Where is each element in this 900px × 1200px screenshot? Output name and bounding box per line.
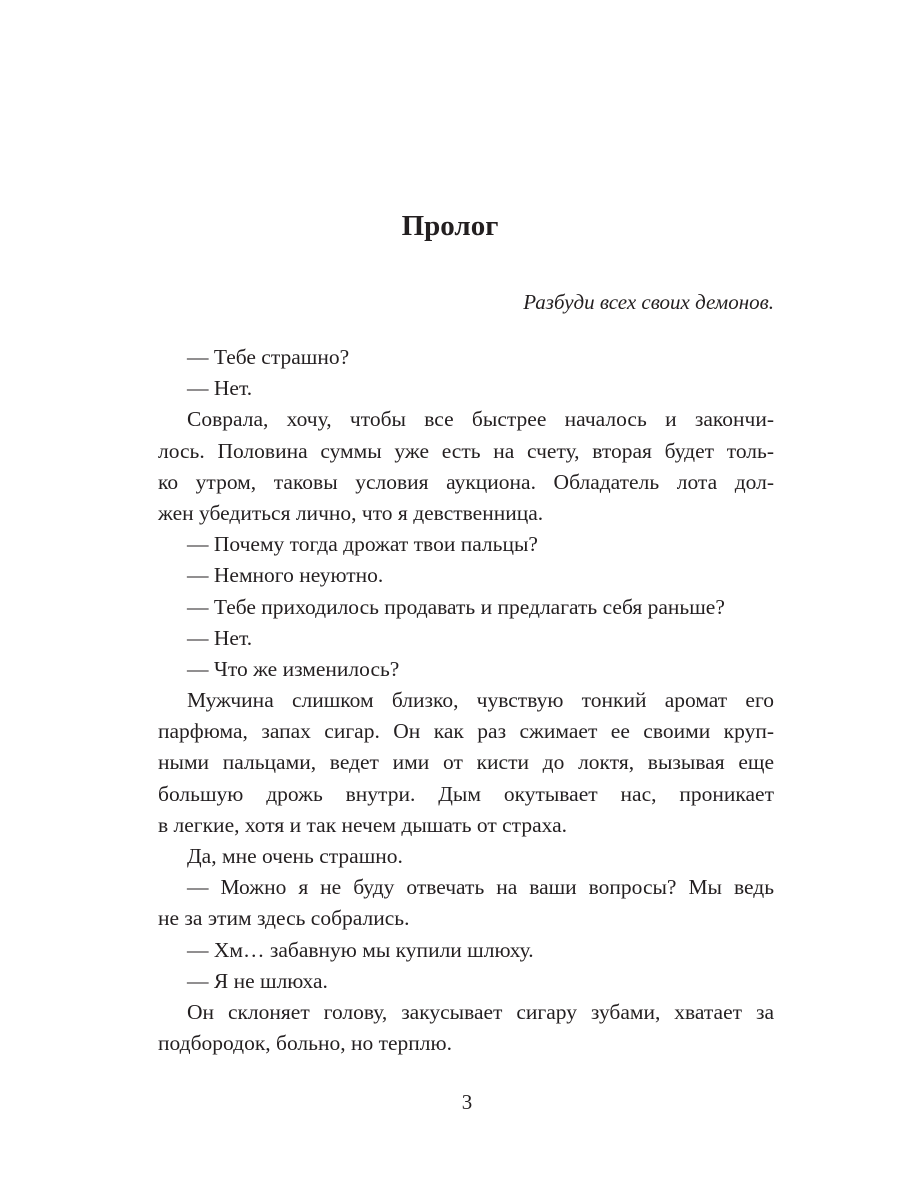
body-text — [158, 342, 774, 1059]
text-line: большую дрожь внутри. Дым окутывает нас, проникает — [158, 781, 774, 806]
text-line: подбородок, больно, но терплю. — [158, 1031, 452, 1056]
text-line: — Нет. — [187, 376, 253, 401]
text-line: ко утром, таковы условия аукциона. Обладатель лота дол- — [158, 469, 774, 494]
text-line: Он склоняет голову, закусывает сигару зубами, хватает за — [187, 999, 774, 1024]
text-line: — Хм… забавную мы купили шлюху. — [187, 937, 534, 962]
text-line: — Тебе приходилось продавать и предлагать себя раньше? — [187, 594, 725, 619]
text-line: — Я не шлюха. — [187, 968, 328, 993]
text-line: — Нет. — [187, 625, 253, 650]
text-line: в легкие, хотя и так нечем дышать от страха. — [158, 812, 568, 837]
page-number: 3 — [461, 1090, 473, 1114]
text-line: парфюма, запах сигар. Он как раз сжимает ее своими круп- — [158, 719, 774, 744]
text-line: — Что же изменилось? — [187, 656, 400, 681]
chapter-title: Пролог — [401, 210, 499, 242]
text-line: — Почему тогда дрожат твои пальцы? — [187, 532, 538, 557]
text-line: не за этим здесь собрались. — [158, 906, 410, 931]
text-line: — Можно я не буду отвечать на ваши вопросы? Мы ведь — [187, 875, 774, 900]
text-line: Да, мне очень страшно. — [187, 844, 403, 868]
text-line: лось. Половина суммы уже есть на счету, вторая будет толь- — [158, 438, 774, 463]
text-line: ными пальцами, ведет ими от кисти до локтя, вызывая еще — [158, 750, 774, 775]
epigraph: Разбуди всех своих демонов. — [523, 290, 774, 314]
text-line: Соврала, хочу, чтобы все быстрее началось и закончи- — [187, 407, 774, 432]
text-line: жен убедиться лично, что я девственница. — [158, 500, 544, 525]
text-line: — Тебе страшно? — [187, 345, 350, 369]
text-line: Мужчина слишком близко, чувствую тонкий аромат его — [187, 688, 774, 713]
text-line: — Немного неуютно. — [187, 563, 384, 588]
